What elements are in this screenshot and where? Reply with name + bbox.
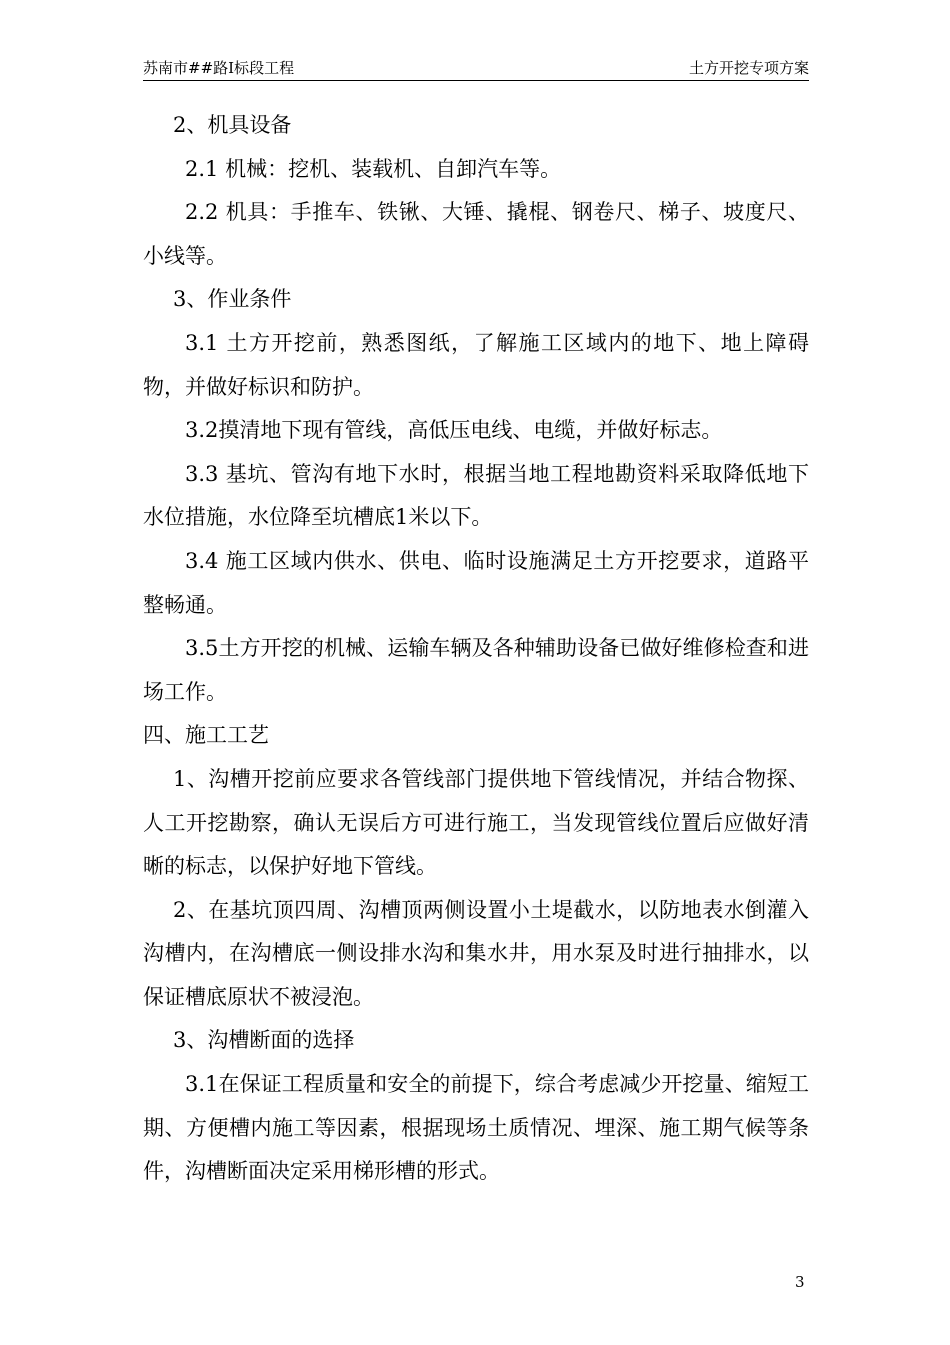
header-project-title: 苏南市##路Ⅰ标段工程 xyxy=(143,59,295,77)
paragraph-condition-3-1: 3.1 土方开挖前，熟悉图纸，了解施工区域内的地下、地上障碍物，并做好标识和防护。 xyxy=(143,330,809,399)
page-header xyxy=(143,58,809,81)
paragraph-condition-3-4: 3.4 施工区域内供水、供电、临时设施满足土方开挖要求，道路平整畅通。 xyxy=(143,548,809,617)
body-text xyxy=(143,104,809,1194)
paragraph-tools: 2.2 机具：手推车、铁锹、大锤、撬棍、钢卷尺、梯子、坡度尺、小线等。 xyxy=(143,200,809,268)
paragraph-condition-3-2: 3.2摸清地下现有管线，高低压电线、电缆，并做好标志。 xyxy=(185,418,723,443)
heading-equipment: 2、机具设备 xyxy=(173,113,292,137)
heading-work-conditions: 3、作业条件 xyxy=(173,287,292,312)
heading-construction-process: 四、施工工艺 xyxy=(143,723,269,748)
page-number: 3 xyxy=(795,1273,805,1291)
paragraph-process-2: 2、在基坑顶四周、沟槽顶两侧设置小土堤截水，以防地表水倒灌入沟槽内，在沟槽底一侧设排水沟和集水井，用水泵及时进行抽排水，以保证槽底原状不被浸泡。 xyxy=(143,897,809,1009)
paragraph-condition-3-3: 3.3 基坑、管沟有地下水时，根据当地工程地勘资料采取降低地下水位措施，水位降至坑槽底1米以下。 xyxy=(143,461,809,530)
paragraph-machinery: 2.1 机械：挖机、装载机、自卸汽车等。 xyxy=(185,156,562,181)
header-document-title: 土方开挖专项方案 xyxy=(688,59,809,77)
paragraph-process-1: 1、沟槽开挖前应要求各管线部门提供地下管线情况，并结合物探、人工开挖勘察，确认无误后方可进行施工，当发现管线位置后应做好清晰的标志，以保护好地下管线。 xyxy=(143,766,809,879)
paragraph-trench-3-1: 3.1在保证工程质量和安全的前提下，综合考虑减少开挖量、缩短工期、方便槽内施工等因素，根据现场土质情况、埋深、施工期气候等条件，沟槽断面决定采用梯形槽的形式。 xyxy=(143,1072,809,1184)
heading-trench-section: 3、沟槽断面的选择 xyxy=(173,1028,355,1053)
paragraph-condition-3-5: 3.5土方开挖的机械、运输车辆及各种辅助设备已做好维修检查和进场工作。 xyxy=(143,636,809,704)
